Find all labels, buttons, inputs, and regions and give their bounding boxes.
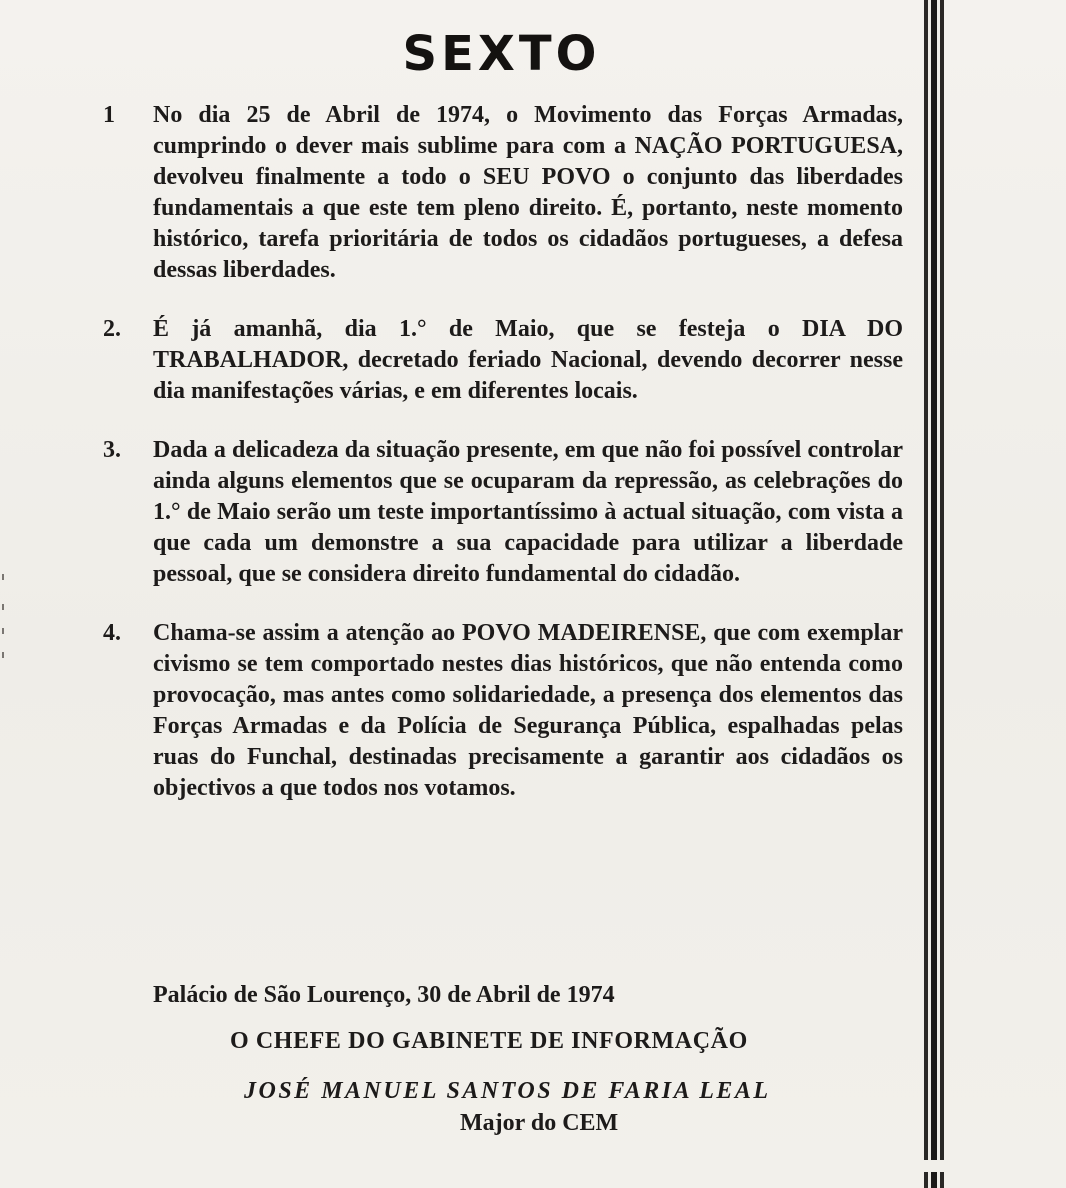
rule-gap — [920, 1160, 950, 1172]
item-number: 2. — [103, 316, 121, 342]
signer-name: JOSÉ MANUEL SANTOS DE FARIA LEAL — [244, 1078, 771, 1104]
vertical-column-rule — [924, 0, 946, 1188]
item-text: Dada a delicadeza da situação presente, em que não foi possível controlar ainda alguns elementos que se ocuparam da repressão, as celebrações do 1.° de Maio serão um teste importantíssimo à actual situação, com vista a que cada um demonstre a sua capacidade para utilizar a liberdade pessoal, que se considera direito fundamental do cidadão. — [153, 437, 903, 587]
item-text: Chama-se assim a atenção ao POVO MADEIRENSE, que com exemplar civismo se tem comportado nestes dias históricos, que não entenda como provocação, mas antes como solidariedade, a presença dos elementos das Forças Armadas e da Polícia de Segurança Pública, espalhadas pelas ruas do Funchal, destinadas precisamente a garantir aos cidadãos os objectivos a que todos nos votamos. — [153, 620, 903, 801]
item-number: 3. — [103, 437, 121, 463]
item-4 — [103, 618, 903, 804]
item-1 — [103, 100, 903, 286]
edge-mark — [2, 574, 4, 580]
edge-mark — [2, 652, 4, 658]
item-number: 4. — [103, 620, 121, 646]
item-text: No dia 25 de Abril de 1974, o Movimento das Forças Armadas, cumprindo o dever mais sublime para com a NAÇÃO PORTUGUESA, devolveu finalmente a todo o SEU POVO o conjunto das liberdades fundamentais a que este tem pleno direito. É, portanto, neste momento histórico, tarefa prioritária de todos os cidadãos portugueses, a defesa dessas liberdades. — [153, 102, 903, 283]
edge-mark — [2, 604, 4, 610]
chief-title: O CHEFE DO GABINETE DE INFORMAÇÃO — [230, 1028, 748, 1054]
signer-rank: Major do CEM — [460, 1110, 619, 1136]
edge-mark — [2, 628, 4, 634]
item-2 — [103, 314, 903, 407]
place-and-date: Palácio de São Lourenço, 30 de Abril de 1974 — [153, 982, 615, 1008]
document-title: SEXTO — [402, 26, 601, 82]
numbered-items — [103, 100, 903, 832]
item-3 — [103, 435, 903, 590]
item-text: É já amanhã, dia 1.° de Maio, que se festeja o DIA DO TRABALHADOR, decretado feriado Nacional, devendo decorrer nesse dia manifestações várias, e em diferentes locais. — [153, 316, 903, 404]
item-number: 1 — [103, 102, 115, 128]
